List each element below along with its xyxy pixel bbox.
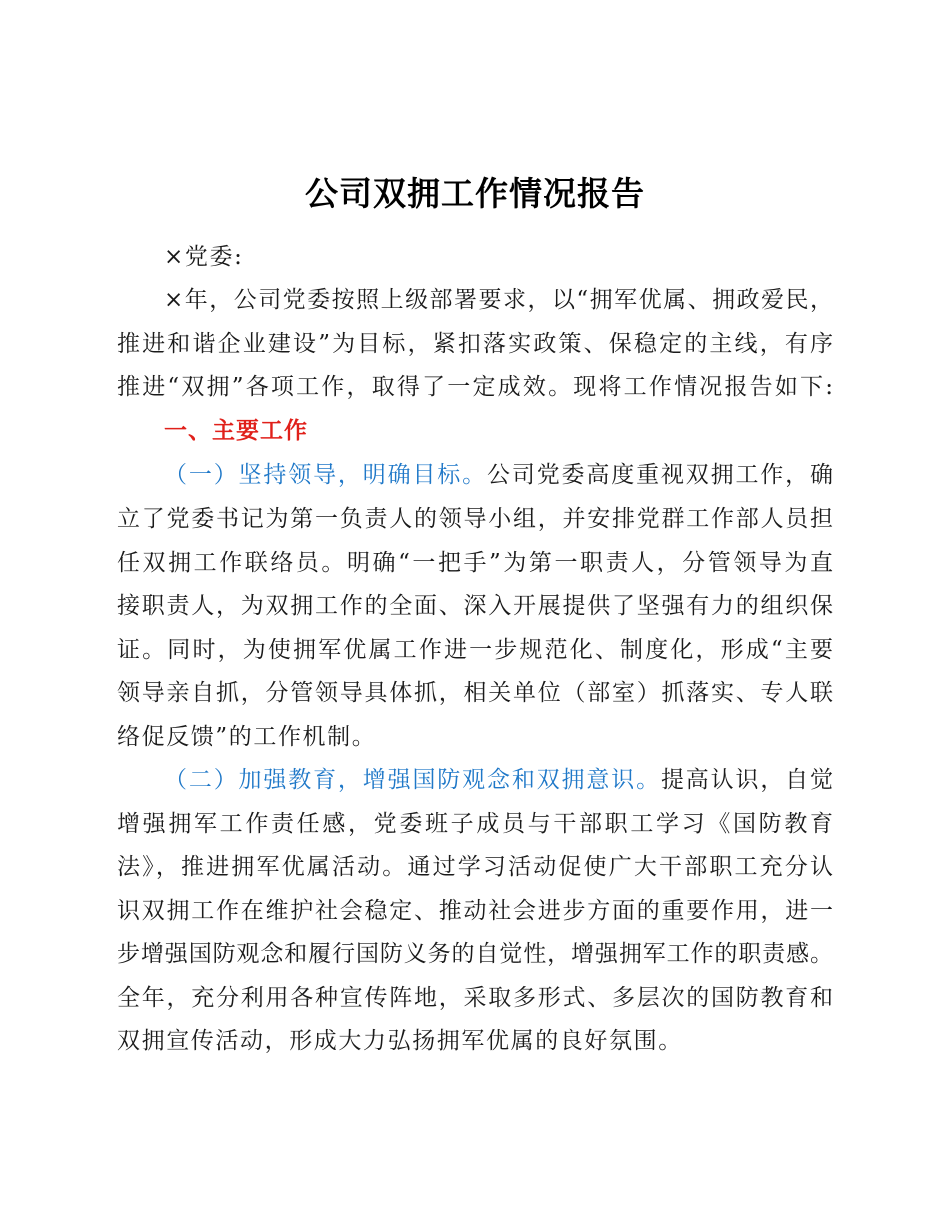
paragraph-line: 法》，推进拥军优属活动。通过学习活动促使广大干部职工充分认 (117, 854, 833, 880)
subsection-1-text: 公司党委高度重视双拥工作，确 (487, 462, 833, 488)
page-title: 公司双拥工作情况报告 (305, 174, 645, 213)
paragraph-line: 双拥宣传活动，形成大力弘扬拥军优属的良好氛围。 (117, 1028, 683, 1054)
subsection-2-first-line (164, 765, 833, 795)
paragraph-line: 接职责人，为双拥工作的全面、深入开展提供了坚强有力的组织保 (117, 593, 833, 619)
paragraph-line: 证。同时，为使拥军优属工作进一步规范化、制度化，形成“主要 (117, 637, 833, 663)
subsection-2-heading: （二）加强教育，增强国防观念和双拥意识。 (164, 767, 661, 793)
paragraph-line: 全年，充分利用各种宣传阵地，采取多形式、多层次的国防教育和 (117, 985, 833, 1011)
paragraph-line: 增强拥军工作责任感，党委班子成员与干部职工学习《国防教育 (117, 811, 833, 837)
intro-line: 推进“双拥”各项工作，取得了一定成效。现将工作情况报告如下: (117, 374, 833, 400)
intro-line: ×年，公司党委按照上级部署要求，以“拥军优属、拥政爱民， (164, 287, 833, 313)
paragraph-line: 络促反馈”的工作机制。 (117, 724, 377, 750)
section-heading: 一、主要工作 (164, 418, 308, 444)
paragraph-line: 任双拥工作联络员。明确“一把手”为第一职责人，分管领导为直 (117, 550, 833, 576)
paragraph-line: 领导亲自抓，分管领导具体抓，相关单位（部室）抓落实、专人联 (117, 680, 833, 706)
subsection-2-text: 提高认识，自觉 (660, 767, 833, 793)
subsection-1-first-line (164, 460, 833, 490)
subsection-1-heading: （一）坚持领导，明确目标。 (164, 462, 487, 488)
paragraph-line: 立了党委书记为第一负责人的领导小组，并安排党群工作部人员担 (117, 506, 833, 532)
intro-line: 推进和谐企业建设”为目标，紧扣落实政策、保稳定的主线，有序 (117, 331, 833, 357)
salutation: ×党委: (164, 244, 244, 270)
paragraph-line: 识双拥工作在维护社会稳定、推动社会进步方面的重要作用，进一 (117, 898, 833, 924)
paragraph-line: 步增强国防观念和履行国防义务的自觉性，增强拥军工作的职责感。 (117, 941, 833, 967)
